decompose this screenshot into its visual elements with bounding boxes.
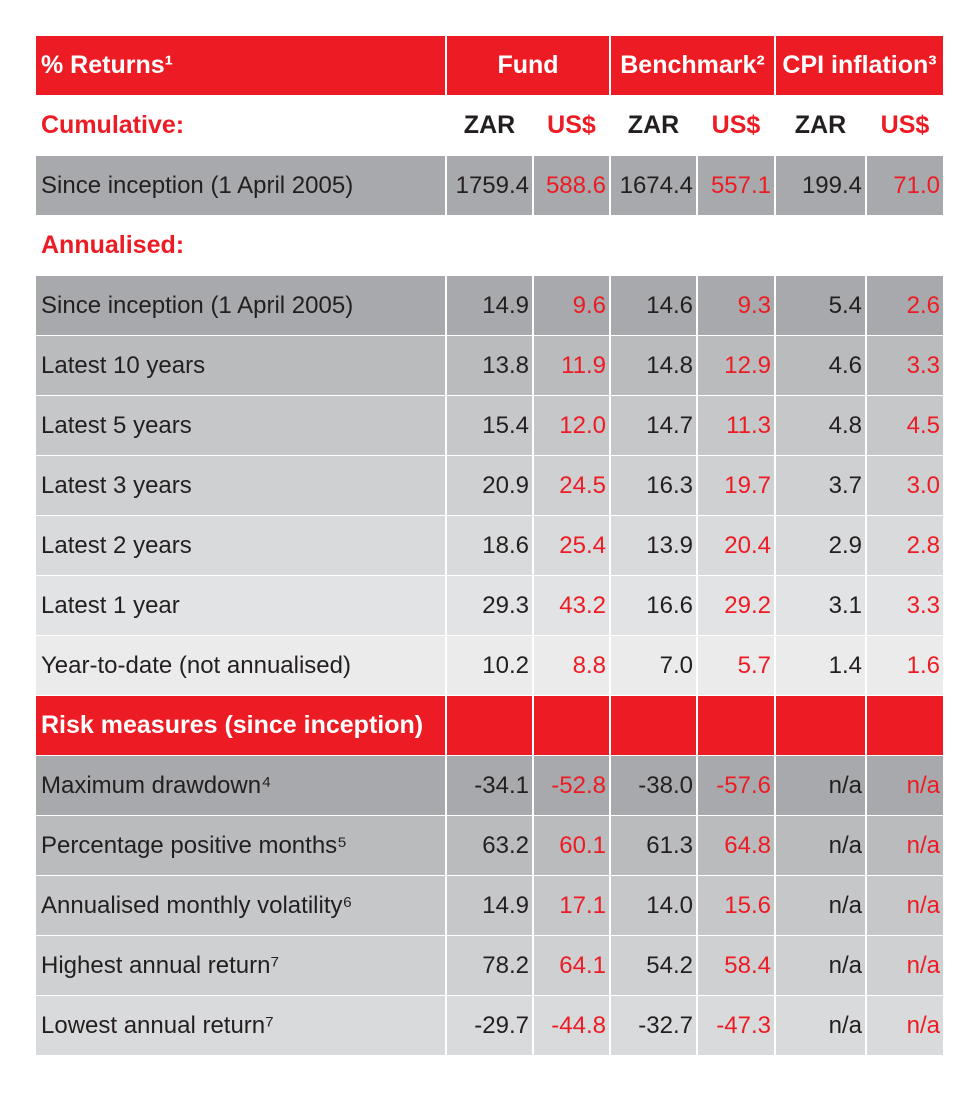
table-row <box>36 636 943 696</box>
row-label: Latest 5 years <box>36 396 446 456</box>
benchmark-zar-value: -32.7 <box>610 996 697 1056</box>
fund-usd-value: 8.8 <box>533 636 610 696</box>
cumulative-section-title: Cumulative: <box>36 96 446 156</box>
benchmark-usd-value: -57.6 <box>697 756 775 816</box>
benchmark-zar-value: 61.3 <box>610 816 697 876</box>
cpi-zar-value: 3.1 <box>775 576 866 636</box>
benchmark-zar-currency: ZAR <box>610 96 697 156</box>
risk-rows <box>36 756 943 1056</box>
fund-zar-value: 63.2 <box>446 816 533 876</box>
annualised-rows <box>36 276 943 696</box>
risk-section-row <box>36 696 943 756</box>
cpi-zar-value: 4.8 <box>775 396 866 456</box>
table-row <box>36 996 943 1056</box>
fund-zar-value: 18.6 <box>446 516 533 576</box>
returns-table-container <box>36 36 943 1056</box>
cpi-usd-value: 2.8 <box>866 516 943 576</box>
row-label: Latest 10 years <box>36 336 446 396</box>
annualised-section-title: Annualised: <box>36 216 943 276</box>
benchmark-zar-value: 16.3 <box>610 456 697 516</box>
benchmark-usd-value: 12.9 <box>697 336 775 396</box>
benchmark-usd-value: 20.4 <box>697 516 775 576</box>
fund-usd-value: 43.2 <box>533 576 610 636</box>
benchmark-zar-value: 7.0 <box>610 636 697 696</box>
cumulative-rows <box>36 156 943 216</box>
table-row <box>36 156 943 216</box>
table-row <box>36 396 943 456</box>
fund-zar-value: 78.2 <box>446 936 533 996</box>
fund-usd-value: 11.9 <box>533 336 610 396</box>
row-label: Latest 1 year <box>36 576 446 636</box>
fund-usd-value: 17.1 <box>533 876 610 936</box>
benchmark-usd-value: 19.7 <box>697 456 775 516</box>
cpi-inflation-header: CPI inflation³ <box>775 36 943 96</box>
benchmark-usd-value: 9.3 <box>697 276 775 336</box>
benchmark-usd-value: 29.2 <box>697 576 775 636</box>
fund-header: Fund <box>446 36 610 96</box>
benchmark-zar-value: 54.2 <box>610 936 697 996</box>
table-header-row <box>36 36 943 96</box>
returns-table <box>36 36 943 1056</box>
benchmark-usd-value: 5.7 <box>697 636 775 696</box>
table-row <box>36 936 943 996</box>
returns-header-label: % Returns¹ <box>36 36 446 96</box>
fund-zar-value: 13.8 <box>446 336 533 396</box>
row-label: Year-to-date (not annualised) <box>36 636 446 696</box>
fund-zar-currency: ZAR <box>446 96 533 156</box>
benchmark-zar-value: 13.9 <box>610 516 697 576</box>
benchmark-zar-value: 14.0 <box>610 876 697 936</box>
cpi-usd-value: n/a <box>866 996 943 1056</box>
table-row <box>36 576 943 636</box>
benchmark-usd-currency: US$ <box>697 96 775 156</box>
row-label: Maximum drawdown⁴ <box>36 756 446 816</box>
benchmark-zar-value: 14.7 <box>610 396 697 456</box>
benchmark-zar-value: 14.8 <box>610 336 697 396</box>
cpi-zar-value: n/a <box>775 816 866 876</box>
cpi-zar-value: n/a <box>775 876 866 936</box>
cpi-usd-value: 71.0 <box>866 156 943 216</box>
row-label: Since inception (1 April 2005) <box>36 276 446 336</box>
cpi-usd-value: 3.3 <box>866 336 943 396</box>
table-row <box>36 456 943 516</box>
fund-zar-value: 20.9 <box>446 456 533 516</box>
fund-zar-value: 1759.4 <box>446 156 533 216</box>
row-label: Latest 3 years <box>36 456 446 516</box>
benchmark-zar-value: 14.6 <box>610 276 697 336</box>
cpi-usd-value: 4.5 <box>866 396 943 456</box>
row-label: Highest annual return⁷ <box>36 936 446 996</box>
row-label: Lowest annual return⁷ <box>36 996 446 1056</box>
cpi-zar-value: 2.9 <box>775 516 866 576</box>
fund-zar-value: 29.3 <box>446 576 533 636</box>
benchmark-zar-value: 16.6 <box>610 576 697 636</box>
cpi-zar-value: 5.4 <box>775 276 866 336</box>
benchmark-usd-value: 557.1 <box>697 156 775 216</box>
cpi-usd-value: 3.3 <box>866 576 943 636</box>
fund-zar-value: 14.9 <box>446 276 533 336</box>
table-row <box>36 876 943 936</box>
cpi-zar-value: n/a <box>775 996 866 1056</box>
cpi-usd-value: 1.6 <box>866 636 943 696</box>
benchmark-usd-value: 58.4 <box>697 936 775 996</box>
annualised-section-row <box>36 216 943 276</box>
cpi-zar-value: n/a <box>775 936 866 996</box>
table-row <box>36 816 943 876</box>
table-row <box>36 516 943 576</box>
cumulative-section-row <box>36 96 943 156</box>
fund-usd-value: 25.4 <box>533 516 610 576</box>
row-label: Since inception (1 April 2005) <box>36 156 446 216</box>
fund-usd-currency: US$ <box>533 96 610 156</box>
benchmark-zar-value: 1674.4 <box>610 156 697 216</box>
fund-usd-value: 60.1 <box>533 816 610 876</box>
fund-usd-value: 24.5 <box>533 456 610 516</box>
cpi-zar-value: 4.6 <box>775 336 866 396</box>
benchmark-zar-value: -38.0 <box>610 756 697 816</box>
cpi-usd-value: 3.0 <box>866 456 943 516</box>
row-label: Annualised monthly volatility⁶ <box>36 876 446 936</box>
table-row <box>36 756 943 816</box>
fund-usd-value: -52.8 <box>533 756 610 816</box>
risk-section-title: Risk measures (since inception) <box>36 696 446 756</box>
fund-usd-value: 64.1 <box>533 936 610 996</box>
cpi-zar-value: n/a <box>775 756 866 816</box>
benchmark-usd-value: 15.6 <box>697 876 775 936</box>
cpi-usd-value: n/a <box>866 876 943 936</box>
cpi-usd-value: 2.6 <box>866 276 943 336</box>
row-label: Latest 2 years <box>36 516 446 576</box>
cpi-zar-value: 3.7 <box>775 456 866 516</box>
fund-zar-value: 10.2 <box>446 636 533 696</box>
fund-usd-value: 12.0 <box>533 396 610 456</box>
benchmark-usd-value: 11.3 <box>697 396 775 456</box>
cpi-usd-value: n/a <box>866 816 943 876</box>
fund-zar-value: 14.9 <box>446 876 533 936</box>
benchmark-usd-value: 64.8 <box>697 816 775 876</box>
cpi-usd-value: n/a <box>866 936 943 996</box>
table-row <box>36 336 943 396</box>
cpi-usd-currency: US$ <box>866 96 943 156</box>
row-label: Percentage positive months⁵ <box>36 816 446 876</box>
cpi-zar-value: 1.4 <box>775 636 866 696</box>
cpi-zar-value: 199.4 <box>775 156 866 216</box>
fund-zar-value: -29.7 <box>446 996 533 1056</box>
fund-usd-value: 9.6 <box>533 276 610 336</box>
cpi-usd-value: n/a <box>866 756 943 816</box>
fund-zar-value: -34.1 <box>446 756 533 816</box>
table-row <box>36 276 943 336</box>
cpi-zar-currency: ZAR <box>775 96 866 156</box>
fund-zar-value: 15.4 <box>446 396 533 456</box>
fund-usd-value: -44.8 <box>533 996 610 1056</box>
benchmark-header: Benchmark² <box>610 36 775 96</box>
fund-usd-value: 588.6 <box>533 156 610 216</box>
benchmark-usd-value: -47.3 <box>697 996 775 1056</box>
